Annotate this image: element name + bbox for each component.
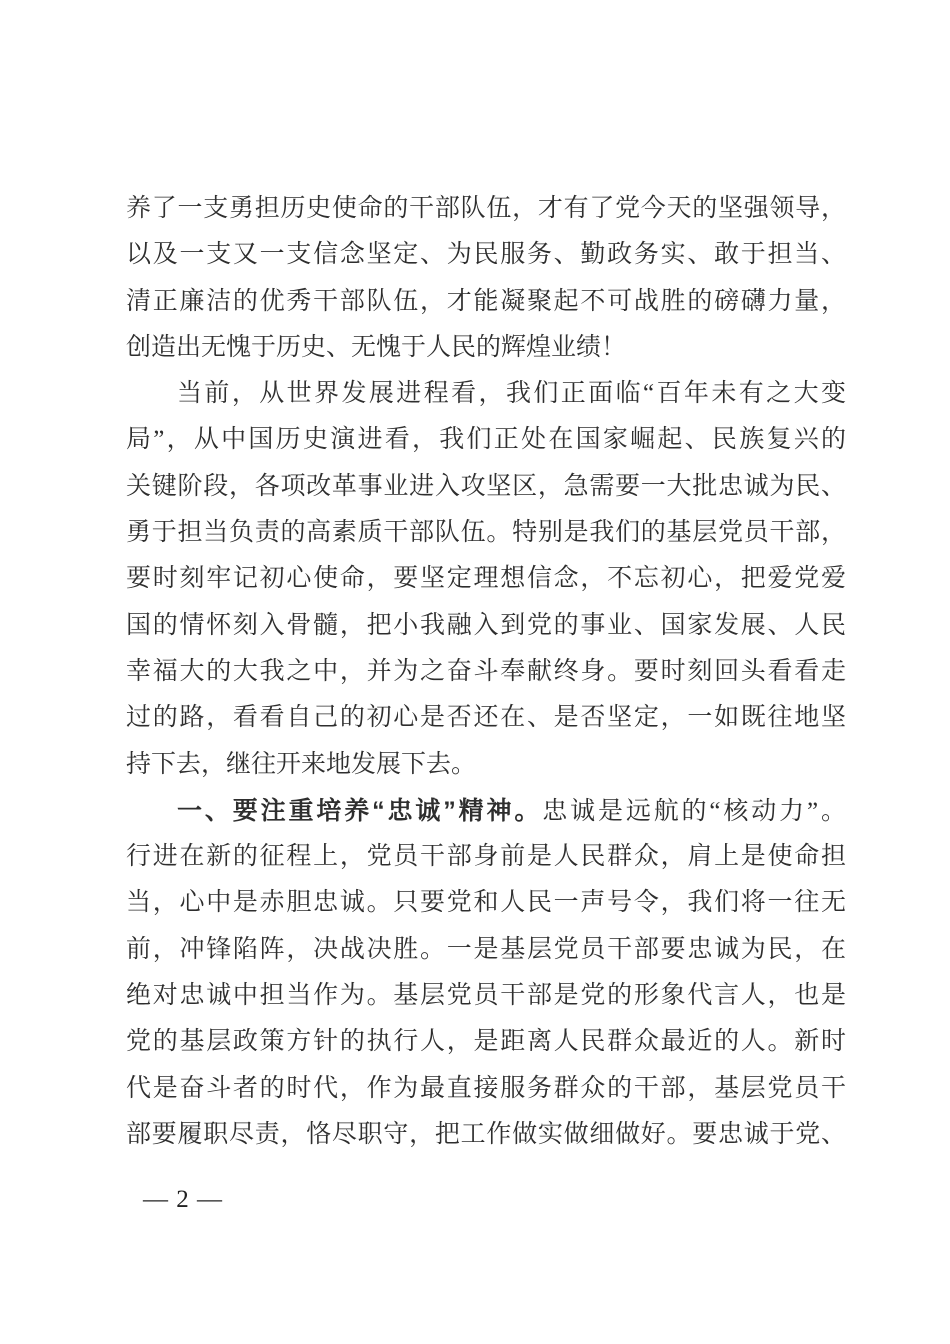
body-text: 关键阶段，各项改革事业进入攻坚区，急需要一大批忠诚为民、 [126,472,846,500]
text-line [126,510,846,556]
text-line [126,417,846,463]
body-text: 党的基层政策方针的执行人，是距离人民群众最近的人。新时 [126,1028,846,1056]
text-line [126,603,846,649]
body-text: 当前，从世界发展进程看，我们正面临“百年未有之大变 [177,380,846,408]
text-line [126,325,846,371]
body-text: 创造出无愧于历史、无愧于人民的辉煌业绩！ [126,333,627,361]
text-line [126,788,846,834]
text-line [126,1066,846,1112]
body-text: 要时刻牢记初心使命，要坚定理想信念，不忘初心，把爱党爱 [126,565,846,593]
body-text: 部要履职尽责，恪尽职守，把工作做实做细做好。要忠诚于党、 [126,1120,846,1148]
text-line [126,927,846,973]
body-text: 忠诚是远航的“核动力”。 [542,797,846,825]
text-line [126,649,846,695]
text-line [126,834,846,880]
body-text: 以及一支又一支信念坚定、为民服务、勤政务实、敢于担当、 [126,241,846,269]
text-line [126,186,846,232]
body-text: 幸福大的大我之中，并为之奋斗奉献终身。要时刻回头看看走 [126,657,846,685]
body-text: 国的情怀刻入骨髓，把小我融入到党的事业、国家发展、人民 [126,611,846,639]
body-text: 勇于担当负责的高素质干部队伍。特别是我们的基层党员干部， [126,519,846,547]
body-text: 局”，从中国历史演进看，我们正处在国家崛起、民族复兴的 [126,426,846,454]
body-text: 行进在新的征程上，党员干部身前是人民群众，肩上是使命担 [126,843,846,871]
text-line [126,371,846,417]
body-text: 持下去，继往开来地发展下去。 [126,750,477,778]
body-text: 清正廉洁的优秀干部队伍，才能凝聚起不可战胜的磅礴力量， [126,287,846,315]
body-text: 当，心中是赤胆忠诚。只要党和人民一声号令，我们将一往无 [126,889,846,917]
text-block [126,186,846,1158]
text-line [126,880,846,926]
text-line [126,1112,846,1158]
body-text: 养了一支勇担历史使命的干部队伍，才有了党今天的坚强领导， [126,195,846,222]
body-text: 前，冲锋陷阵，决战决胜。一是基层党员干部要忠诚为民，在 [126,935,846,963]
text-line [126,1019,846,1065]
text-line [126,279,846,325]
section-heading-text: 一、要注重培养“忠诚”精神。 [177,796,543,825]
text-line [126,742,846,788]
text-line [126,232,846,278]
body-text: 过的路，看看自己的初心是否还在、是否坚定，一如既往地坚 [126,704,846,732]
body-text: 代是奋斗者的时代，作为最直接服务群众的干部，基层党员干 [126,1074,846,1102]
page-number: — 2 — [143,1186,223,1213]
text-line [126,973,846,1019]
body-text: 绝对忠诚中担当作为。基层党员干部是党的形象代言人，也是 [126,982,846,1010]
text-line [126,695,846,741]
text-line [126,464,846,510]
text-line [126,556,846,602]
